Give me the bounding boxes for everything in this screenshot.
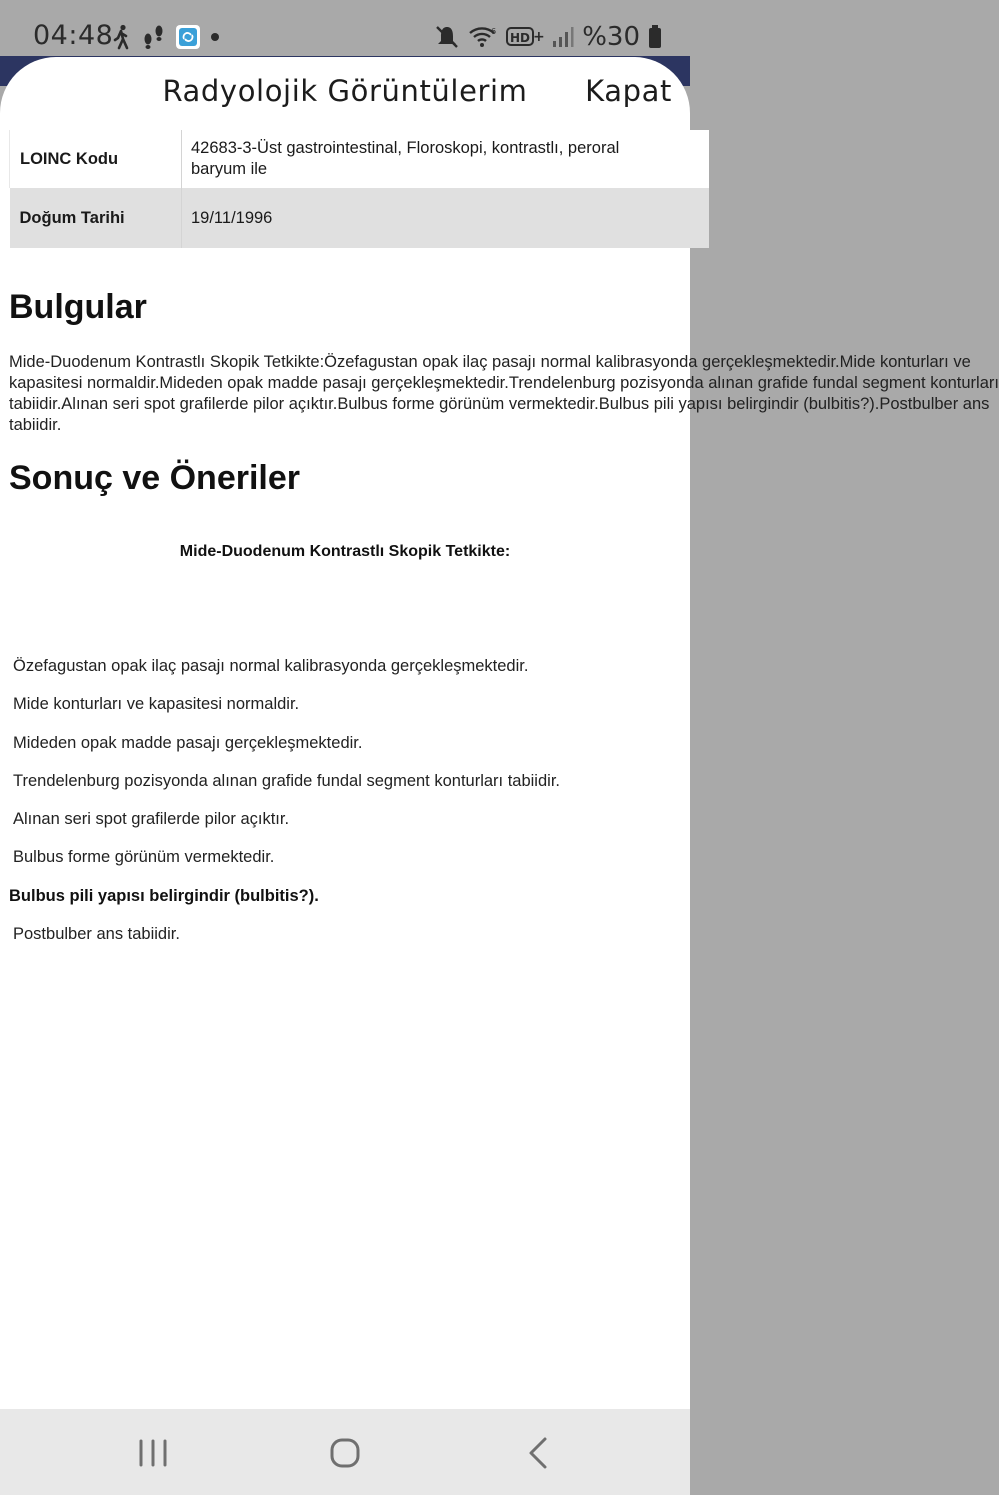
result-line: Mideden opak madde pasajı gerçekleşmektedir. — [13, 733, 363, 752]
recent-apps-icon[interactable] — [133, 1433, 173, 1473]
findings-line: kapasitesi normaldir.Mideden opak madde pasajı gerçekleşmektedir.Trendelenburg pozisyonda alınan grafide fundal segment konturları — [9, 374, 999, 392]
page-title: Radyolojik Görüntülerim — [162, 74, 528, 108]
table-row — [10, 130, 710, 188]
back-icon[interactable] — [519, 1433, 559, 1473]
app-notification-icon — [176, 25, 200, 49]
walk-icon — [112, 24, 132, 50]
result-line: Trendelenburg pozisyonda alınan grafide fundal segment konturları tabiidir. — [13, 771, 560, 790]
loinc-value: 42683-3-Üst gastrointestinal, Floroskopi, kontrastlı, peroral baryum ile — [191, 139, 620, 178]
result-line: Özefagustan opak ilaç pasajı normal kalibrasyonda gerçekleşmektedir. — [13, 657, 529, 675]
status-time: 04:48 — [33, 20, 114, 51]
results-title: Sonuç ve Öneriler — [9, 459, 300, 497]
results-list — [0, 655, 690, 961]
status-left-icons — [112, 22, 220, 52]
close-button[interactable]: Kapat — [585, 74, 672, 108]
findings-title: Bulgular — [9, 288, 147, 326]
table-row — [10, 188, 710, 248]
info-table — [9, 130, 709, 248]
sheet-header — [0, 57, 690, 129]
signal-icon — [552, 25, 574, 49]
results-heading: Mide-Duodenum Kontrastlı Skopik Tetkikte: — [179, 543, 511, 560]
footsteps-icon — [142, 24, 166, 50]
result-line: Postbulber ans tabiidir. — [13, 925, 180, 944]
findings-text — [9, 352, 999, 436]
svg-text:+: + — [533, 29, 545, 45]
findings-line: tabiidir.Alınan seri spot grafilerde pilor açıktır.Bulbus forme görünüm vermektedir.Bulbus pili yapısı belirgindir (bulbitis?).Postbulber ans — [9, 395, 990, 413]
loinc-label: LOINC Kodu — [10, 130, 182, 188]
result-line-bold: Bulbus pili yapısı belirgindir (bulbitis?). — [9, 886, 319, 905]
hd-plus-icon — [506, 25, 544, 49]
mute-icon — [434, 24, 460, 50]
svg-text:6: 6 — [491, 27, 497, 36]
radiology-sheet — [0, 57, 999, 1409]
result-line: Mide konturları ve kapasitesi normaldir. — [13, 695, 300, 714]
birth-date-value: 19/11/1996 — [191, 208, 273, 227]
svg-text:HD: HD — [510, 31, 531, 45]
findings-line: tabiidir. — [9, 416, 62, 434]
result-line: Alınan seri spot grafilerde pilor açıktır. — [13, 810, 290, 829]
wifi-icon — [468, 24, 498, 50]
status-right-icons — [434, 22, 662, 52]
findings-line: Mide-Duodenum Kontrastlı Skopik Tetkikte:Özefagustan opak ilaç pasajı normal kalibrasyonda gerçekleşmektedir.Mide konturları ve — [9, 353, 971, 371]
home-icon[interactable] — [325, 1433, 365, 1473]
result-line: Bulbus forme görünüm vermektedir. — [13, 848, 275, 867]
battery-percent: %30 — [582, 22, 640, 52]
birth-date-label: Doğum Tarihi — [10, 188, 182, 248]
dot-icon — [210, 32, 220, 42]
navigation-bar — [0, 1409, 690, 1495]
battery-icon — [648, 25, 662, 49]
